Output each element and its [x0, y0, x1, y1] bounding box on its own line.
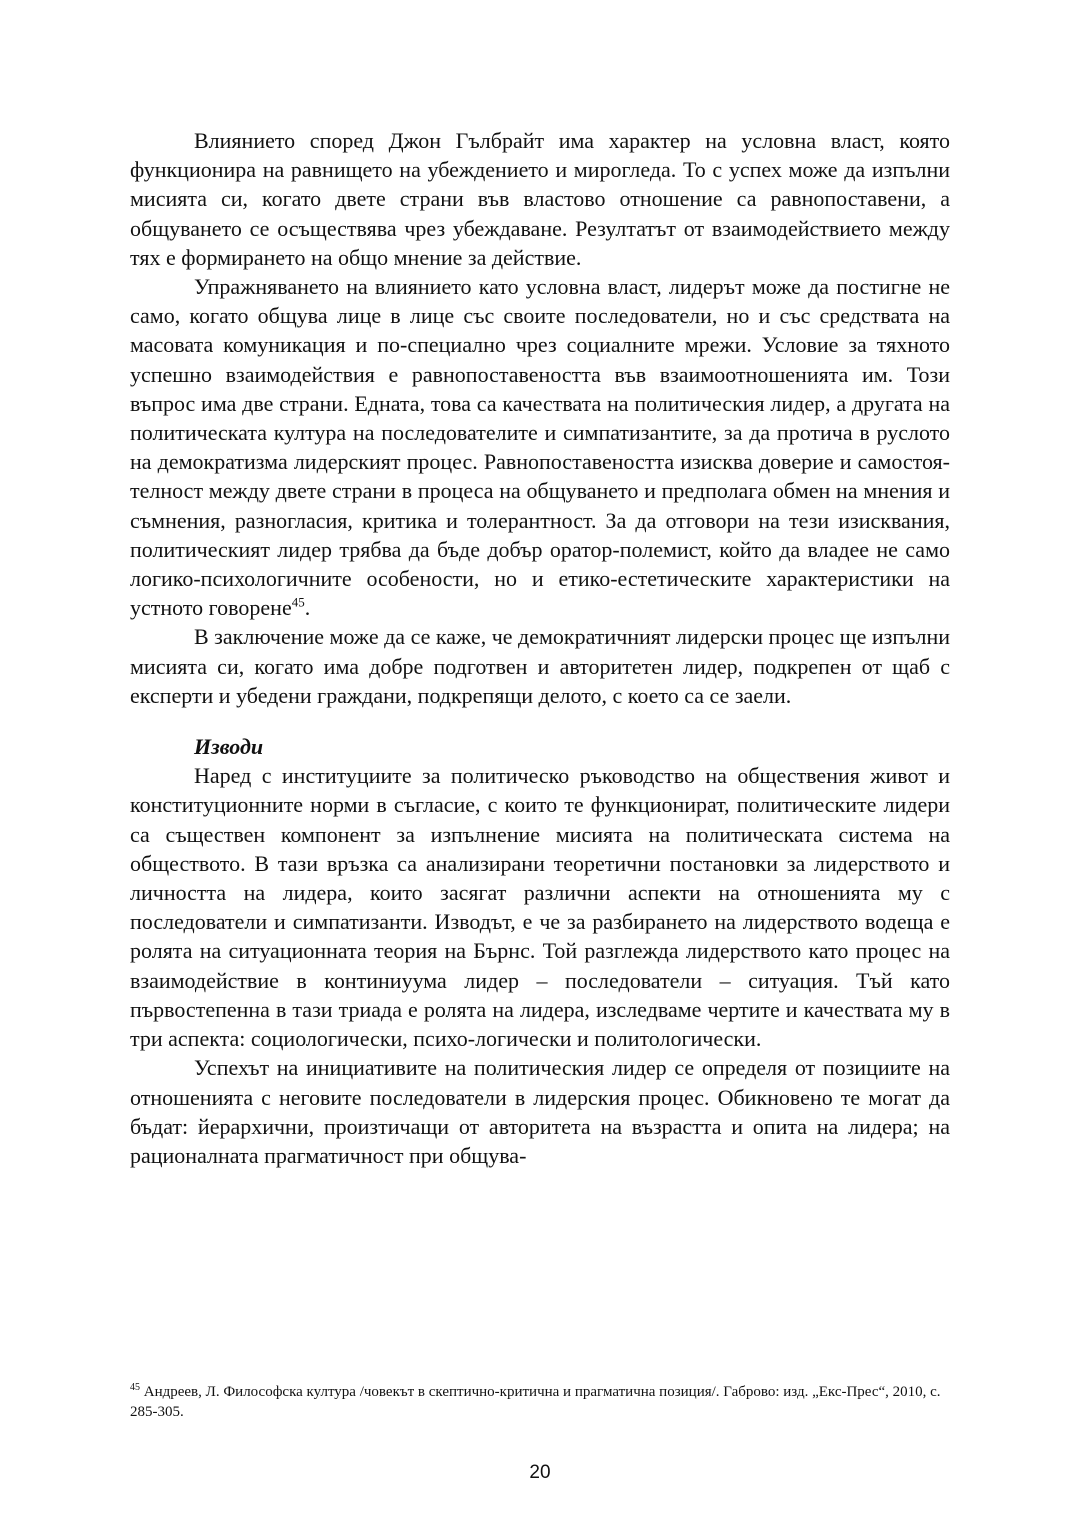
footnote — [130, 1382, 950, 1422]
paragraph-galbraith-influence: Влиянието според Джон Гълбрайт има характер на условна власт, която функционира на равнището на убеждението и мирогледа. То с успех може да изпълни мисията си, когато двете страни във властово отношение са равнопоставени, а общуването се осъществява чрез убеждаване. Резултатът от взаимодействието между тях е формирането на общо мнение за действие. — [130, 128, 950, 270]
paragraph-influence-exercise — [130, 272, 950, 622]
paragraph-success-initiatives: Успехът на инициативите на политическия лидер се определя от позициите на отношенията с неговите последователи в лидерския процес. Обикновено те могат да бъдат: йерархични, произтичащи от авторитета на възрастта и опита на лидера; на рационалната прагматичност при общува- — [130, 1055, 950, 1168]
page-number: 20 — [529, 1462, 551, 1483]
page-body — [130, 126, 950, 1170]
footnote-text: Андреев, Л. Философска култура /човекът в скептично-критична и прагматична позиция/. Габрово: изд. „Екс-Прес“, 2010, с. 285-305. — [130, 1384, 941, 1420]
paragraph-influence-exercise-text: Упражняването на влиянието като условна власт, лидерът може да постигне не само, когато общува лице в лице със своите последователи, но и със средствата на масовата комуникация и по-специално чрез социалните мрежи. Условие за тяхното успешно взаимодействия е равнопоставеността във взаимоотношенията им. Този въпрос има две страни. Едната, това са качествата на политическия лидер, а другата на политическата култура на последователите и симпатизантите, за да протича в руслото на демократизма лидерският процес. Равнопоставеността изисква доверие и самостоятелност между двете страни в процеса на общуването и предполага обмен на мнения и съмнения, разногласия, критика и толерантност. За да отговори на тези изисквания, политическият лидер трябва да бъде добър оратор-полемист, който да владее не само логико-психологичните особености, но и етико-естетическите характеристики на устното говорене — [130, 274, 950, 621]
paragraph-conclusion: В заключение може да се каже, че демократичният лидерски процес ще изпълни мисията си, когато има добре подготвен и авторитетен лидер, подкрепен от щаб с експерти и убедени граждани, подкрепящи делото, с което са се заели. — [130, 624, 950, 708]
section-heading: Изводи — [194, 734, 264, 760]
paragraph-findings: Наред с институциите за политическо ръководство на обществения живот и конституционните норми в съгласие, с които те функционират, политическите лидери са съществен компонент за изпълнение мисията на политическата система на обществото. В тази връзка са анализирани теоретични постановки за лидерството и личността на лидера, които засягат различни аспекти на отношенията му с последователи и симпатизанти. Изводът, е че за разбирането на лидерството водеща е ролята на ситуационната теория на Бърнс. Той разглежда лидерството като процес на взаимодействие в континиуума лидер – последователи – ситуация. Тъй като първостепенна в тази триада е ролята на лидера, изследваме чертите и качествата му в три аспекта: социологически, психо-логически и политологически. — [130, 763, 950, 1052]
footnote-number: 45 — [130, 1382, 140, 1393]
footnote-reference[interactable]: 45 — [291, 594, 305, 610]
paragraph-end-punctuation: . — [304, 595, 311, 621]
